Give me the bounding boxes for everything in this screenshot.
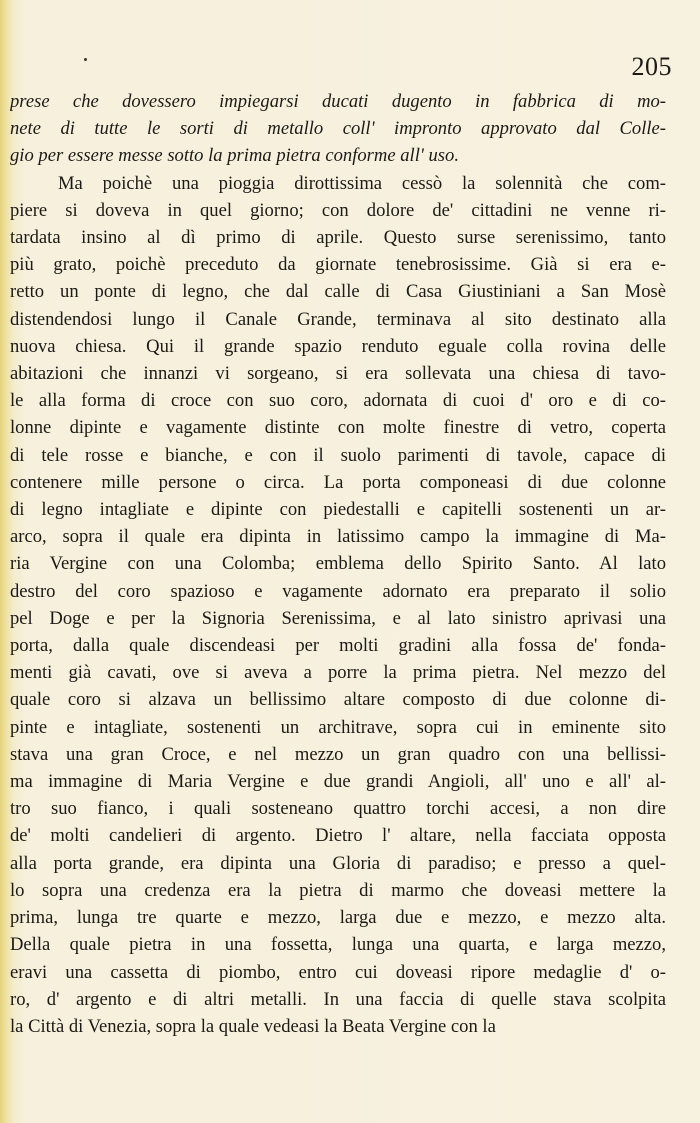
text-line: destro del coro spazioso e vagamente adornato era preparato il solio	[10, 580, 666, 602]
text-line: nete di tutte le sorti di metallo coll' impronto approvato dal Colle-	[10, 118, 666, 140]
body-text	[10, 88, 666, 1040]
text-line: ma immagine di Maria Vergine e due grandi Angioli, all' uno e all' al-	[10, 771, 666, 793]
text-line: gio per essere messe sotto la prima pietra conforme all' uso.	[10, 145, 459, 167]
text-line: prima, lunga tre quarte e mezzo, larga due e mezzo, e mezzo alta.	[10, 907, 666, 929]
ink-speck	[84, 58, 87, 61]
text-line: lonne dipinte e vagamente distinte con molte finestre di vetro, coperta	[10, 417, 666, 439]
text-line: lo sopra una credenza era la pietra di marmo che doveasi mettere la	[10, 879, 666, 901]
text-line: ro, d' argento e di altri metalli. In una faccia di quelle stava scolpita	[10, 988, 666, 1010]
text-line: di legno intagliate e dipinte con piedestalli e capitelli sostenenti un ar-	[10, 499, 666, 521]
text-line: eravi una cassetta di piombo, entro cui doveasi ripore medaglie d' o-	[10, 961, 666, 983]
text-line: di tele rosse e bianche, e con il suolo parimenti di tavole, capace di	[10, 444, 666, 466]
text-line: pel Doge e per la Signoria Serenissima, e al lato sinistro aprivasi una	[10, 607, 666, 629]
text-line: Ma poichè una pioggia dirottissima cessò la solennità che com-	[58, 172, 666, 194]
text-line: più grato, poichè preceduto da giornate tenebrosissime. Già si era e-	[10, 254, 666, 276]
text-line: porta, dalla quale discendeasi per molti gradini alla fossa de' fonda-	[10, 635, 666, 657]
text-line: alla porta grande, era dipinta una Gloria di paradiso; e presso a quel-	[10, 852, 666, 874]
text-line: menti già cavati, ove si aveva a porre la prima pietra. Nel mezzo del	[10, 662, 666, 684]
text-line: quale coro si alzava un bellissimo altare composto di due colonne di-	[10, 689, 666, 711]
text-line: tro suo fianco, i quali sosteneano quattro torchi accesi, a non dire	[10, 798, 666, 820]
text-line: piere si doveva in quel giorno; con dolore de' cittadini ne venne ri-	[10, 199, 666, 221]
text-line: la Città di Venezia, sopra la quale vedeasi la Beata Vergine con la	[10, 1015, 496, 1037]
text-line: le alla forma di croce con suo coro, adornata di cuoi d' oro e di co-	[10, 390, 666, 412]
text-line: tardata insino al dì primo di aprile. Questo surse serenissimo, tanto	[10, 227, 666, 249]
text-line: nuova chiesa. Qui il grande spazio renduto eguale colla rovina delle	[10, 335, 666, 357]
text-line: Della quale pietra in una fossetta, lunga una quarta, e larga mezzo,	[10, 934, 666, 956]
text-line: prese che dovessero impiegarsi ducati dugento in fabbrica di mo-	[10, 91, 666, 112]
text-line: pinte e intagliate, sostenenti un architrave, sopra cui in eminente sito	[10, 716, 666, 738]
text-line: distendendosi lungo il Canale Grande, terminava al sito destinato alla	[10, 308, 666, 330]
text-line: retto un ponte di legno, che dal calle di Casa Giustiniani a San Mosè	[10, 281, 666, 303]
text-line: de' molti candelieri di argento. Dietro l' altare, nella facciata opposta	[10, 825, 666, 847]
page-number: 205	[631, 52, 672, 81]
text-line: stava una gran Croce, e nel mezzo un gran quadro con una bellissi-	[10, 743, 666, 765]
text-line: ria Vergine con una Colomba; emblema dello Spirito Santo. Al lato	[10, 553, 666, 575]
text-line: contenere mille persone o circa. La porta componeasi di due colonne	[10, 471, 666, 493]
text-line: abitazioni che innanzi vi sorgeano, si era sollevata una chiesa di tavo-	[10, 363, 666, 385]
text-line: arco, sopra il quale era dipinta in latissimo campo la immagine di Ma-	[10, 526, 666, 548]
